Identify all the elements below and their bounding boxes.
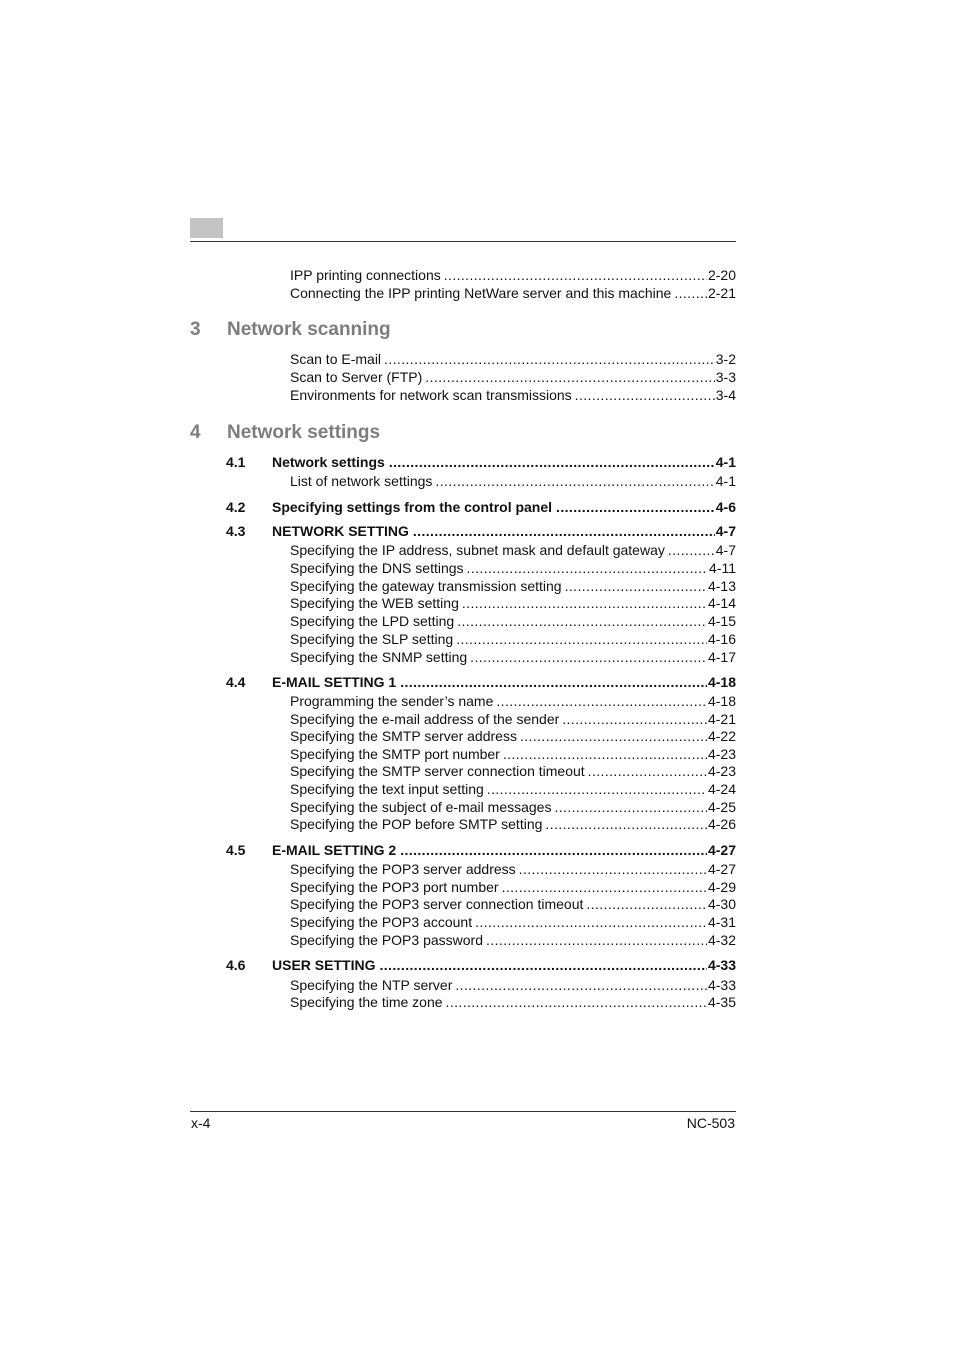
toc-entry-title: Connecting the IPP printing NetWare server and this machine	[290, 285, 672, 301]
toc-section-page: 4-7	[715, 523, 736, 539]
toc-entry-title: Specifying the LPD setting	[290, 613, 455, 629]
toc-entry[interactable]	[290, 912, 736, 930]
chapter-number: 4	[190, 422, 201, 443]
toc-section-title: E-MAIL SETTING 1	[272, 674, 397, 690]
dot-leader	[384, 351, 715, 367]
dot-leader	[444, 267, 707, 283]
toc-entry[interactable]	[290, 859, 736, 877]
toc-entry-page: 4-15	[707, 613, 736, 629]
dot-leader	[674, 285, 707, 301]
dot-leader	[435, 473, 714, 489]
dot-leader	[502, 879, 707, 895]
toc-section[interactable]	[226, 840, 736, 858]
dot-leader	[467, 560, 708, 576]
page-number: x-4	[191, 1115, 211, 1131]
toc-entry[interactable]	[290, 992, 736, 1010]
dot-leader	[425, 369, 715, 385]
toc-entry-page: 3-2	[715, 351, 736, 367]
toc-entry-page: 4-24	[707, 781, 736, 797]
toc-entry-page: 3-3	[715, 369, 736, 385]
toc-section-number: 4.6	[226, 957, 246, 973]
toc-section[interactable]	[226, 672, 736, 690]
toc-section[interactable]	[226, 521, 736, 539]
toc-entry-title: Specifying the SNMP setting	[290, 649, 468, 665]
toc-entry[interactable]	[290, 283, 736, 301]
toc-entry[interactable]	[290, 975, 736, 993]
toc-entry[interactable]	[290, 558, 736, 576]
toc-entry-page: 2-20	[707, 267, 736, 283]
toc-entry[interactable]	[290, 797, 736, 815]
toc-section-number: 4.1	[226, 454, 246, 470]
dot-leader	[554, 799, 707, 815]
toc-entry[interactable]	[290, 691, 736, 709]
toc-entry[interactable]	[290, 814, 736, 832]
toc-entry-page: 4-23	[707, 763, 736, 779]
toc-entry[interactable]	[290, 611, 736, 629]
chapter-title: Network scanning	[227, 319, 391, 340]
dot-leader	[413, 523, 715, 539]
toc-entry-page: 4-31	[707, 914, 736, 930]
toc-section-page: 4-6	[715, 499, 736, 515]
toc-entry-title: Specifying the text input setting	[290, 781, 484, 797]
toc-entry[interactable]	[290, 709, 736, 727]
toc-entry-title: Specifying the time zone	[290, 994, 443, 1010]
toc-section[interactable]	[226, 452, 736, 470]
dot-leader	[457, 613, 707, 629]
toc-entry-page: 4-21	[707, 711, 736, 727]
dot-leader	[503, 746, 707, 762]
toc-entry-title: Specifying the e-mail address of the sender	[290, 711, 560, 727]
toc-section-page: 4-18	[707, 674, 736, 690]
toc-entry[interactable]	[290, 877, 736, 895]
toc-section-page: 4-1	[715, 454, 736, 470]
toc-entry-page: 4-32	[707, 932, 736, 948]
toc-entry-title: IPP printing connections	[290, 267, 441, 283]
toc-entry-title: Specifying the gateway transmission setting	[290, 578, 562, 594]
toc-entry[interactable]	[290, 576, 736, 594]
chapter-title: Network settings	[227, 422, 381, 443]
toc-section-title: E-MAIL SETTING 2	[272, 842, 397, 858]
toc-entry-page: 4-27	[707, 861, 736, 877]
dot-leader	[562, 711, 707, 727]
toc-entry[interactable]	[290, 726, 736, 744]
toc-entry-page: 4-7	[715, 542, 736, 558]
dot-leader	[520, 728, 707, 744]
toc-entry-title: Specifying the DNS settings	[290, 560, 464, 576]
toc-entry-title: Specifying the POP3 server address	[290, 861, 516, 877]
dot-leader	[565, 578, 707, 594]
toc-section[interactable]	[226, 955, 736, 973]
toc-entry-page: 4-25	[707, 799, 736, 815]
toc-entry[interactable]	[290, 540, 736, 558]
toc-entry-title: Specifying the POP before SMTP setting	[290, 816, 543, 832]
toc-entry-title: Specifying the SMTP server connection timeout	[290, 763, 585, 779]
toc-entry-page: 4-29	[707, 879, 736, 895]
toc-entry[interactable]	[290, 385, 736, 403]
toc-entry-page: 4-14	[707, 595, 736, 611]
toc-entry-page: 4-35	[707, 994, 736, 1010]
toc-entry-title: Specifying the NTP server	[290, 977, 453, 993]
dot-leader	[400, 842, 707, 858]
toc-section-page: 4-27	[707, 842, 736, 858]
toc-entry[interactable]	[290, 647, 736, 665]
toc-entry[interactable]	[290, 367, 736, 385]
toc-entry-title: Scan to Server (FTP)	[290, 369, 423, 385]
chapter-heading[interactable]	[190, 422, 380, 446]
toc-entry-title: Specifying the IP address, subnet mask and default gateway	[290, 542, 665, 558]
toc-entry-page: 4-17	[707, 649, 736, 665]
dot-leader	[556, 499, 715, 515]
toc-entry-page: 4-1	[715, 473, 736, 489]
toc-entry-page: 4-16	[707, 631, 736, 647]
toc-section-title: NETWORK SETTING	[272, 523, 409, 539]
toc-section-title: Network settings	[272, 454, 385, 470]
toc-section-page: 4-33	[707, 957, 736, 973]
toc-section-number: 4.3	[226, 523, 246, 539]
dot-leader	[456, 631, 707, 647]
dot-leader	[575, 387, 715, 403]
dot-leader	[668, 542, 715, 558]
dot-leader	[519, 861, 707, 877]
toc-entry[interactable]	[290, 779, 736, 797]
dot-leader	[487, 781, 707, 797]
toc-section-number: 4.2	[226, 499, 246, 515]
footer-rule	[190, 1111, 736, 1112]
toc-entry-page: 2-21	[707, 285, 736, 301]
toc-entry[interactable]	[290, 629, 736, 647]
toc-entry-title: Specifying the WEB setting	[290, 595, 459, 611]
toc-section-number: 4.5	[226, 842, 246, 858]
model-name: NC-503	[686, 1115, 735, 1131]
toc-section-title: Specifying settings from the control panel	[272, 499, 553, 515]
toc-section-number: 4.4	[226, 674, 246, 690]
toc-entry-page: 4-33	[707, 977, 736, 993]
toc-entry[interactable]	[290, 593, 736, 611]
chapter-heading[interactable]	[190, 319, 391, 343]
dot-leader	[586, 896, 707, 912]
toc-entry-page: 4-11	[709, 560, 736, 576]
toc-entry-title: Environments for network scan transmissions	[290, 387, 572, 403]
dot-leader	[446, 994, 707, 1010]
toc-entry-page: 4-30	[707, 896, 736, 912]
toc-entry-title: Specifying the SMTP port number	[290, 746, 500, 762]
dot-leader	[379, 957, 707, 973]
toc-entry[interactable]	[290, 471, 736, 489]
toc-entry-title: List of network settings	[290, 473, 433, 489]
dot-leader	[588, 763, 707, 779]
toc-entry-title: Specifying the SMTP server address	[290, 728, 517, 744]
toc-entry-title: Specifying the POP3 password	[290, 932, 483, 948]
toc-section-title: USER SETTING	[272, 957, 376, 973]
toc-entry-title: Specifying the subject of e-mail messages	[290, 799, 552, 815]
toc-entry[interactable]	[290, 265, 736, 283]
toc-section[interactable]	[226, 497, 736, 515]
toc-entry-title: Specifying the POP3 server connection timeout	[290, 896, 584, 912]
dot-leader	[455, 977, 707, 993]
header-rule	[190, 241, 736, 242]
toc-entry-title: Specifying the SLP setting	[290, 631, 454, 647]
toc-entry[interactable]	[290, 349, 736, 367]
toc-entry[interactable]	[290, 930, 736, 948]
dot-leader	[400, 674, 707, 690]
dot-leader	[545, 816, 707, 832]
toc-entry-title: Specifying the POP3 port number	[290, 879, 499, 895]
toc-entry[interactable]	[290, 744, 736, 762]
header-tab-marker	[190, 218, 223, 238]
toc-entry-page: 4-13	[707, 578, 736, 594]
toc-entry-page: 4-18	[707, 693, 736, 709]
toc-entry-title: Specifying the POP3 account	[290, 914, 473, 930]
dot-leader	[470, 649, 707, 665]
toc-entry-title: Scan to E-mail	[290, 351, 382, 367]
toc-entry-page: 4-26	[707, 816, 736, 832]
dot-leader	[496, 693, 707, 709]
dot-leader	[462, 595, 707, 611]
toc-entry[interactable]	[290, 894, 736, 912]
dot-leader	[389, 454, 715, 470]
dot-leader	[486, 932, 707, 948]
chapter-number: 3	[190, 319, 201, 340]
dot-leader	[475, 914, 707, 930]
toc-entry-page: 4-22	[707, 728, 736, 744]
toc-entry-title: Programming the sender’s name	[290, 693, 494, 709]
toc-entry-page: 4-23	[707, 746, 736, 762]
toc-entry[interactable]	[290, 761, 736, 779]
toc-entry-page: 3-4	[715, 387, 736, 403]
